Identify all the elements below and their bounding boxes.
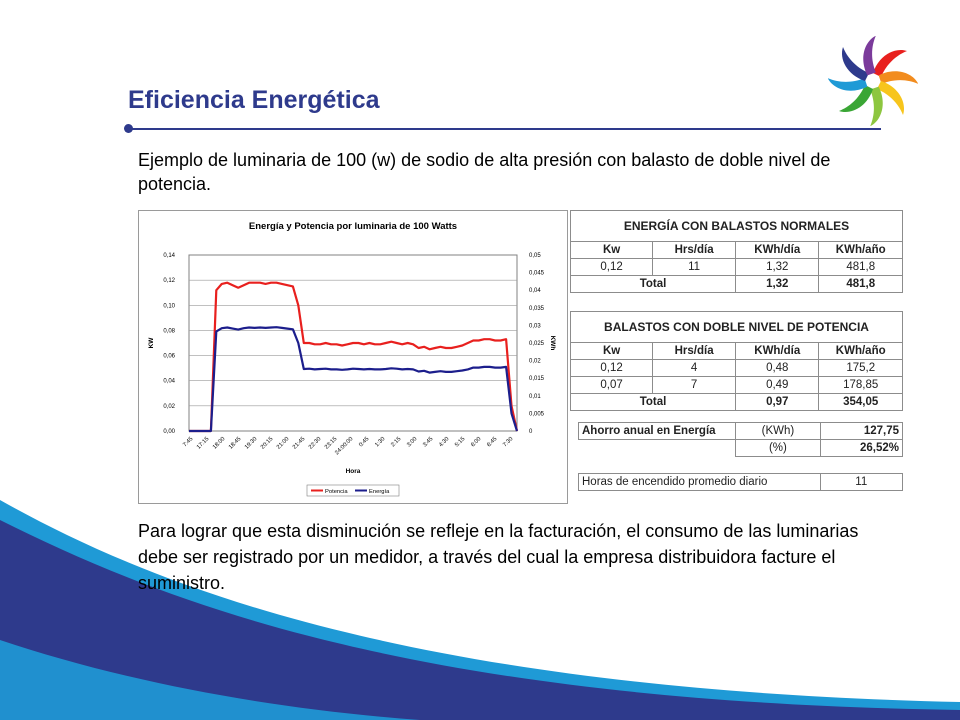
y-right-tick-label: 0,02 xyxy=(529,358,541,365)
legend-label: Energía xyxy=(369,489,390,495)
y-left-tick-label: 0,06 xyxy=(163,353,175,360)
col-header: KWh/año xyxy=(819,242,903,259)
table-title: ENERGÍA CON BALASTOS NORMALES xyxy=(571,211,903,242)
table-normal-ballasts xyxy=(570,210,903,293)
y-right-tick-label: 0,045 xyxy=(529,270,545,277)
table-cell: 1,32 xyxy=(736,259,819,276)
x-tick-label: 0:45 xyxy=(358,436,371,449)
col-header: Hrs/día xyxy=(653,343,736,360)
table-cell: 178,85 xyxy=(819,377,903,394)
title-divider-dot xyxy=(124,124,133,133)
y-right-tick-label: 0,04 xyxy=(529,288,541,295)
y-right-tick-label: 0,025 xyxy=(529,341,545,347)
x-tick-label: 18:45 xyxy=(227,436,243,451)
x-tick-label: 3:45 xyxy=(422,436,435,449)
x-tick-label: 1:30 xyxy=(374,436,387,449)
y-right-tick-label: 0,005 xyxy=(529,411,545,418)
page-title: Eficiencia Energética xyxy=(128,86,380,114)
y-right-tick-label: 0,035 xyxy=(529,305,545,312)
y-left-tick-label: 0,08 xyxy=(163,328,175,335)
table-cell: 0,48 xyxy=(736,360,819,377)
col-header: KWh/año xyxy=(819,343,903,360)
x-tick-label: 6:45 xyxy=(486,436,499,449)
legend-label: Potencia xyxy=(325,489,348,495)
table-title: BALASTOS CON DOBLE NIVEL DE POTENCIA xyxy=(571,312,903,343)
table-cell: 0,07 xyxy=(571,377,653,394)
table-cell: 11 xyxy=(653,259,736,276)
y-right-tick-label: 0,03 xyxy=(529,323,541,330)
savings-label: Ahorro anual en Energía xyxy=(579,423,736,440)
table-cell: 26,52% xyxy=(820,440,902,457)
y-right-axis-label: KWh xyxy=(549,335,556,351)
y-left-tick-label: 0,00 xyxy=(163,429,175,435)
y-right-tick-label: 0 xyxy=(529,429,533,435)
x-tick-label: 3:00 xyxy=(406,436,419,449)
y-left-tick-label: 0,04 xyxy=(163,378,175,385)
x-tick-label: 18:00 xyxy=(211,436,227,451)
intro-text: Ejemplo de luminaria de 100 (w) de sodio de alta presión con balasto de doble nivel de potencia. xyxy=(138,150,831,194)
col-header: Kw xyxy=(571,242,653,259)
x-tick-label: 7:45 xyxy=(182,436,195,449)
col-header: KWh/día xyxy=(736,343,819,360)
x-tick-label: 17:15 xyxy=(195,436,211,451)
col-header: KWh/día xyxy=(736,242,819,259)
total-cell: 1,32 xyxy=(736,276,819,293)
y-right-tick-label: 0,015 xyxy=(529,376,545,383)
hours-value: 11 xyxy=(820,474,902,491)
closing-text: Para lograr que esta disminución se refleje en la facturación, el consumo de las luminarias debe ser registrado por un medidor, a través del cual la empresa distribuidora facture el suministro. xyxy=(138,521,859,593)
x-tick-label: 19:30 xyxy=(243,436,259,451)
x-tick-label: 20:15 xyxy=(259,436,275,451)
table-cell: 175,2 xyxy=(819,360,903,377)
total-cell: 481,8 xyxy=(819,276,903,293)
chart-title: Energía y Potencia por luminaria de 100 Watts xyxy=(248,221,458,232)
table-cell: 7 xyxy=(653,377,736,394)
table-cell: 0,12 xyxy=(571,360,653,377)
x-tick-label: 4:30 xyxy=(438,436,451,449)
x-tick-label: 24:00:00 xyxy=(334,436,355,457)
y-left-tick-label: 0,02 xyxy=(163,403,175,410)
table-cell: 481,8 xyxy=(819,259,903,276)
title-divider xyxy=(129,128,881,130)
x-tick-label: 23:15 xyxy=(323,436,339,451)
y-left-axis-label: KW xyxy=(148,337,155,349)
table-cell: 4 xyxy=(653,360,736,377)
y-right-tick-label: 0,01 xyxy=(529,393,541,400)
hours-label: Horas de encendido promedio diario xyxy=(579,474,821,491)
x-tick-label: 21:45 xyxy=(291,436,307,451)
total-cell: 0,97 xyxy=(736,394,819,411)
x-tick-label: 6:00 xyxy=(470,436,483,449)
col-header: Hrs/día xyxy=(653,242,736,259)
y-right-tick-label: 0,05 xyxy=(529,253,541,259)
pinwheel-logo-icon xyxy=(828,36,918,126)
x-tick-label: 7:30 xyxy=(502,436,515,449)
x-tick-label: 21:00 xyxy=(275,436,291,451)
table-cell: (%) xyxy=(736,440,820,457)
x-tick-label: 22:30 xyxy=(307,436,323,451)
table-cell: (KWh) xyxy=(736,423,820,440)
total-label: Total xyxy=(571,276,736,293)
y-left-tick-label: 0,14 xyxy=(163,253,175,259)
x-tick-label: 2:15 xyxy=(390,436,403,449)
table-cell: 127,75 xyxy=(820,423,902,440)
table-dual-level-ballasts xyxy=(570,311,903,411)
x-axis-label: Hora xyxy=(345,468,361,475)
x-tick-label: 5:15 xyxy=(454,436,467,449)
total-label: Total xyxy=(571,394,736,411)
table-cell: 0,12 xyxy=(571,259,653,276)
table-cell: 0,49 xyxy=(736,377,819,394)
total-cell: 354,05 xyxy=(819,394,903,411)
y-left-tick-label: 0,12 xyxy=(163,278,175,285)
col-header: Kw xyxy=(571,343,653,360)
y-left-tick-label: 0,10 xyxy=(163,303,175,310)
